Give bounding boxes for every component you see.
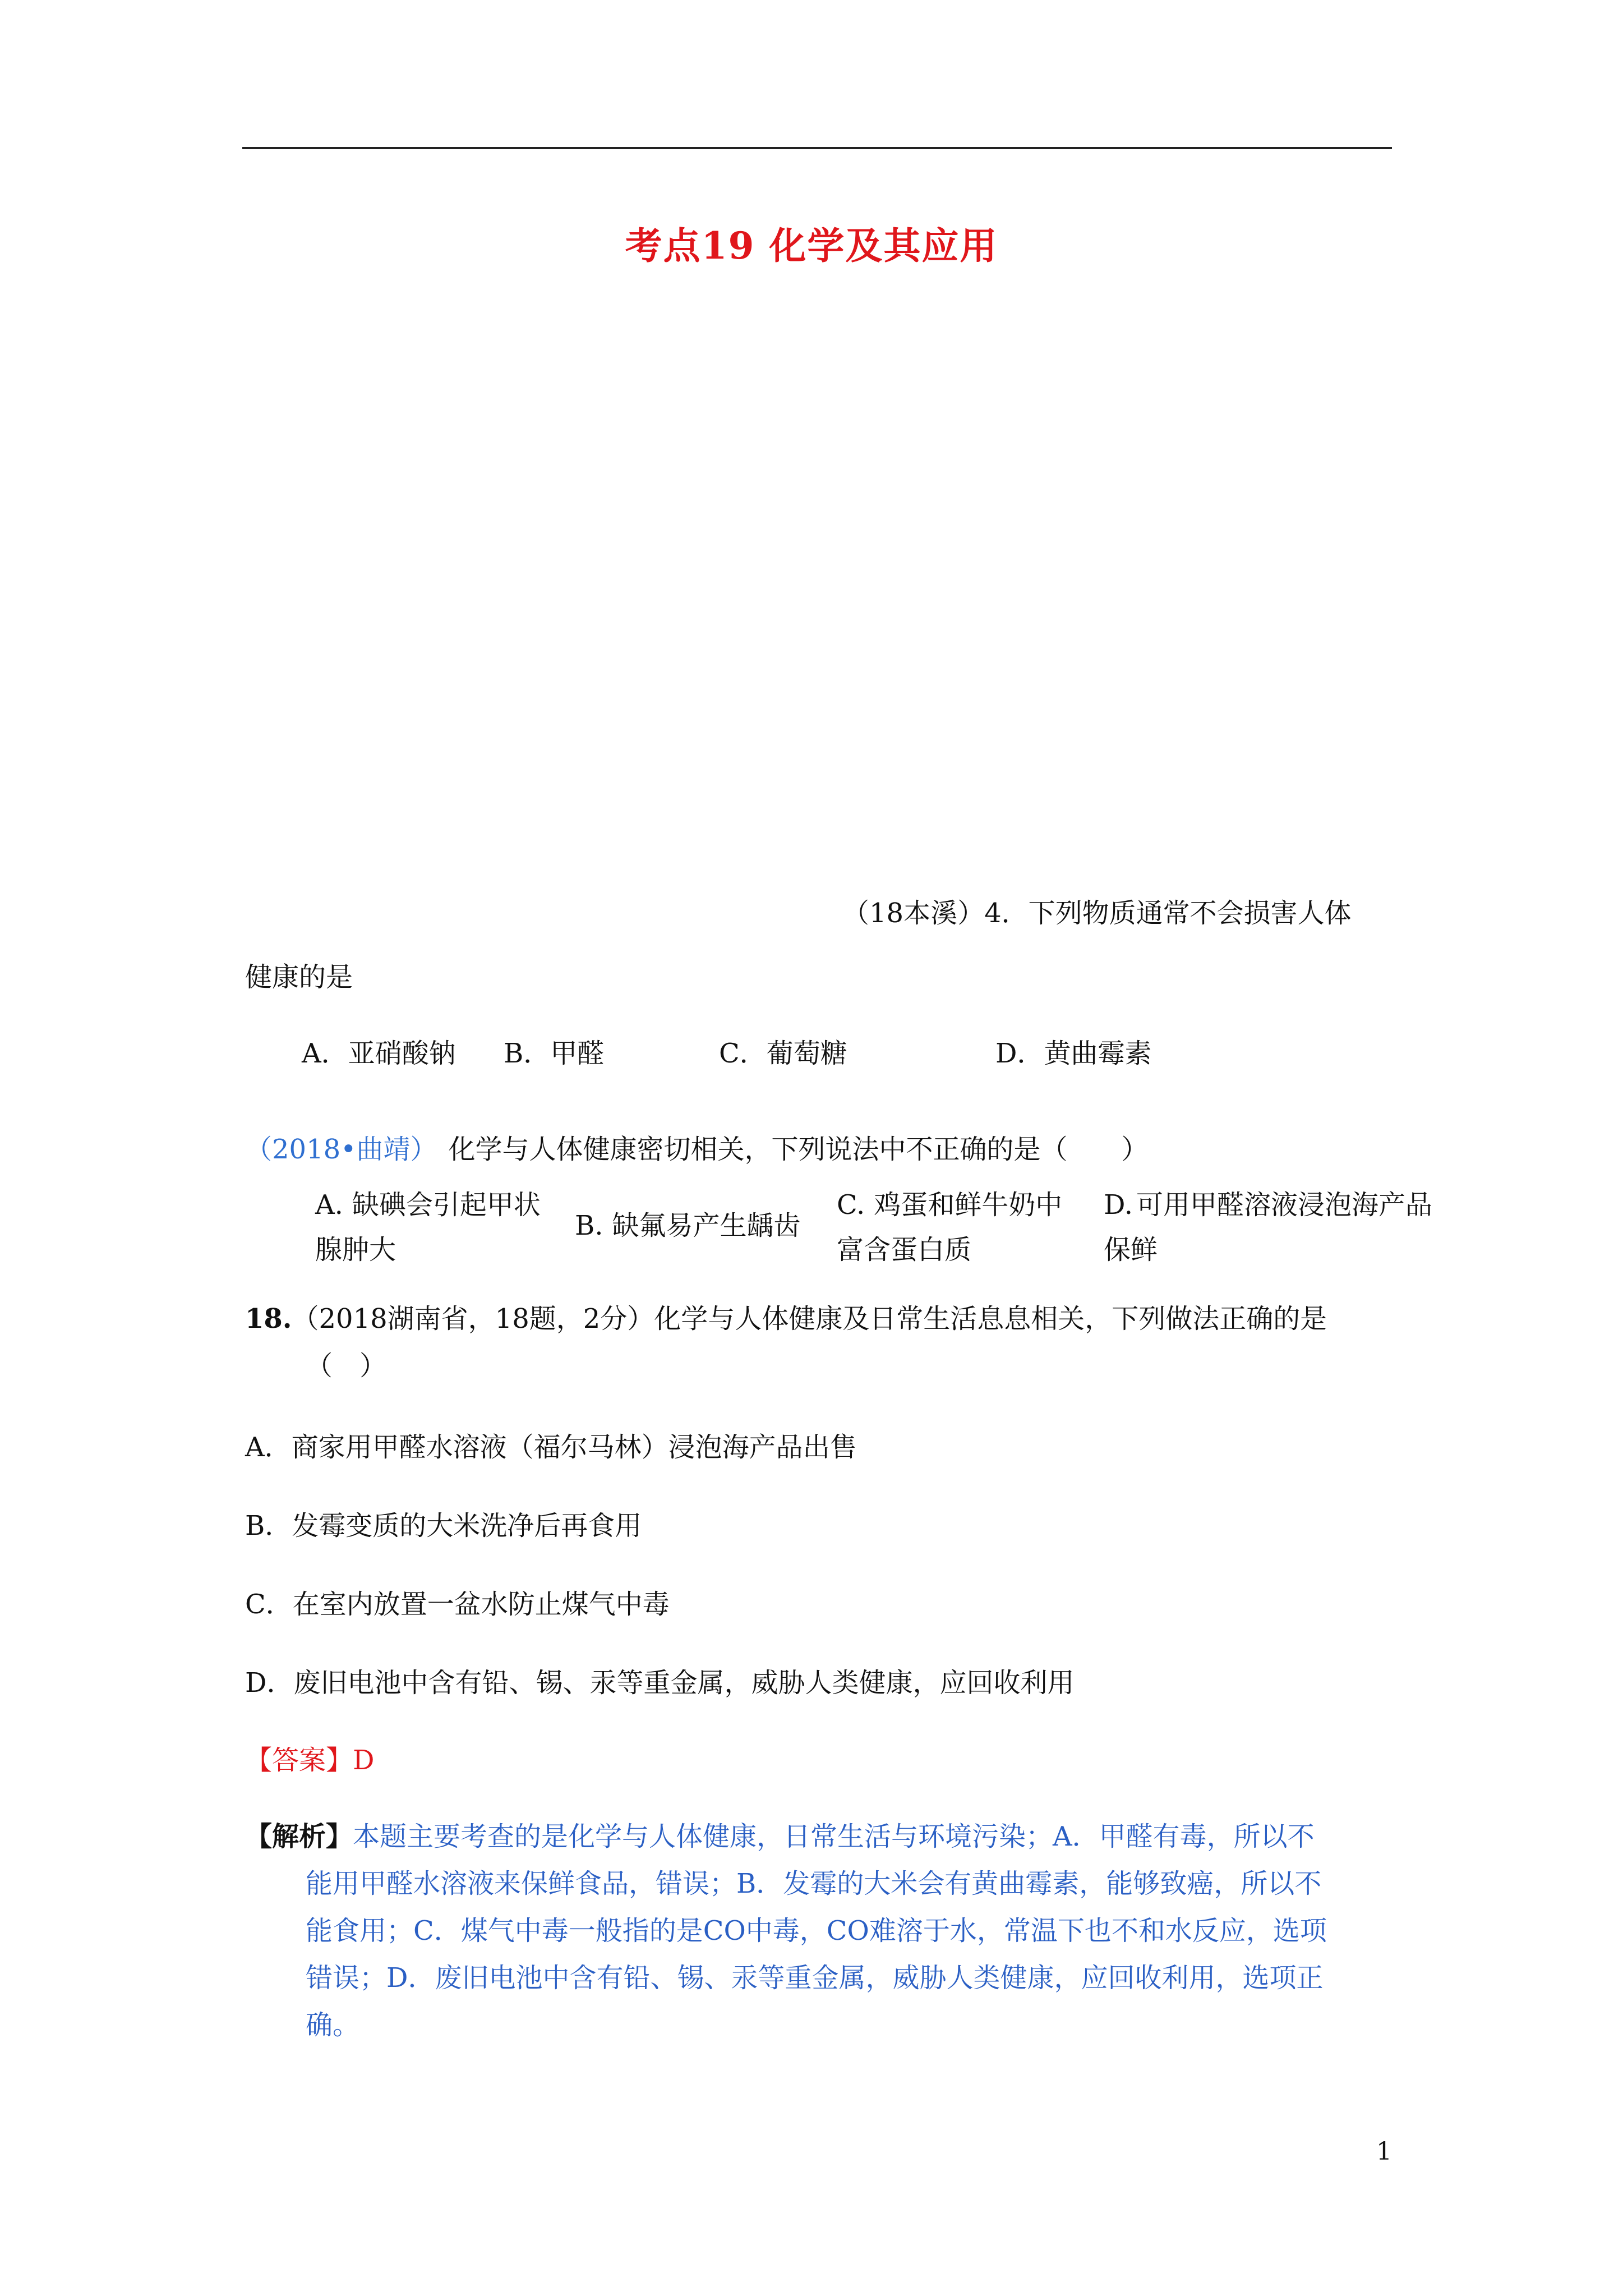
analysis-line-2: 能用甲醛水溶液来保鲜食品，错误；B．发霉的大米会有黄曲霉素，能够致癌，所以不 [306, 1868, 1322, 1899]
q2-option-c-letter: C. [837, 1189, 865, 1221]
analysis-line-4: 错误；D．废旧电池中含有铅、锡、汞等重金属，威胁人类健康，应回收利用，选项正 [306, 1962, 1324, 1994]
q2-option-d-text2: 保鲜 [1104, 1234, 1158, 1266]
analysis-label: 【解析】 [245, 1821, 353, 1852]
q1-line2: 健康的是 [245, 961, 353, 993]
q2-stem-line [245, 1133, 1149, 1166]
q2-source: （2018•曲靖） [245, 1134, 437, 1165]
page-title: 考点19 化学及其应用 [625, 224, 998, 268]
q2-option-a-text1: 缺碘会引起甲状 [352, 1189, 541, 1221]
q2-option-c-text1: 鸡蛋和鲜牛奶中 [874, 1189, 1063, 1221]
q1-option-c: C．葡萄糖 [719, 1038, 847, 1069]
analysis-line-1 [245, 1813, 1315, 1860]
q3-stem-line [245, 1302, 1327, 1336]
q2-option-c-text2: 富含蛋白质 [837, 1234, 972, 1266]
q3-stem: （2018湖南省，18题，2分）化学与人体健康及日常生活息息相关，下列做法正确的是 [292, 1303, 1327, 1335]
q2-option-b-letter: B. [575, 1210, 603, 1241]
q3-option-d: D．废旧电池中含有铅、锡、汞等重金属，威胁人类健康，应回收利用 [245, 1667, 1075, 1699]
answer-value: D [353, 1745, 375, 1776]
q2-option-a-letter: A. [315, 1189, 343, 1221]
q2-option-c [837, 1182, 1100, 1272]
q1-line1: （18本溪）4．下列物质通常不会损害人体 [842, 898, 1352, 929]
analysis-line-3: 能食用；C．煤气中毒一般指的是CO中毒，CO难溶于水，常温下也不和水反应，选项 [306, 1915, 1327, 1947]
page-number: 1 [1376, 2137, 1392, 2166]
answer-label: 【答案】 [245, 1745, 353, 1776]
q3-option-b: B．发霉变质的大米洗净后再食用 [245, 1510, 642, 1542]
q3-paren: （ ） [306, 1350, 387, 1382]
q2-option-a [315, 1182, 562, 1272]
q1-option-b: B．甲醛 [504, 1038, 605, 1069]
q2-option-b-text1: 缺氟易产生龋齿 [612, 1210, 801, 1241]
q3-answer [245, 1743, 375, 1777]
analysis-line-5: 确。 [306, 2009, 360, 2041]
analysis-text-1: 本题主要考查的是化学与人体健康，日常生活与环境污染；A．甲醛有毒，所以不 [353, 1821, 1315, 1852]
q3-number: 18. [245, 1303, 292, 1335]
q2-option-b [575, 1203, 833, 1248]
q2-option-d-text1: 可用甲醛溶液浸泡海产品 [1136, 1189, 1433, 1221]
header-rule [242, 147, 1392, 149]
q2-stem: 化学与人体健康密切相关，下列说法中不正确的是（ ） [448, 1134, 1149, 1165]
q1-option-d: D．黄曲霉素 [995, 1038, 1152, 1069]
q2-option-a-text2: 腺肿大 [315, 1234, 396, 1266]
q1-option-a: A．亚硝酸钠 [302, 1038, 456, 1069]
q3-option-a: A．商家用甲醛水溶液（福尔马林）浸泡海产品出售 [245, 1432, 857, 1463]
q3-option-c: C．在室内放置一盆水防止煤气中毒 [245, 1589, 670, 1620]
q2-option-d-letter: D. [1104, 1189, 1133, 1221]
q2-option-d [1104, 1182, 1507, 1272]
